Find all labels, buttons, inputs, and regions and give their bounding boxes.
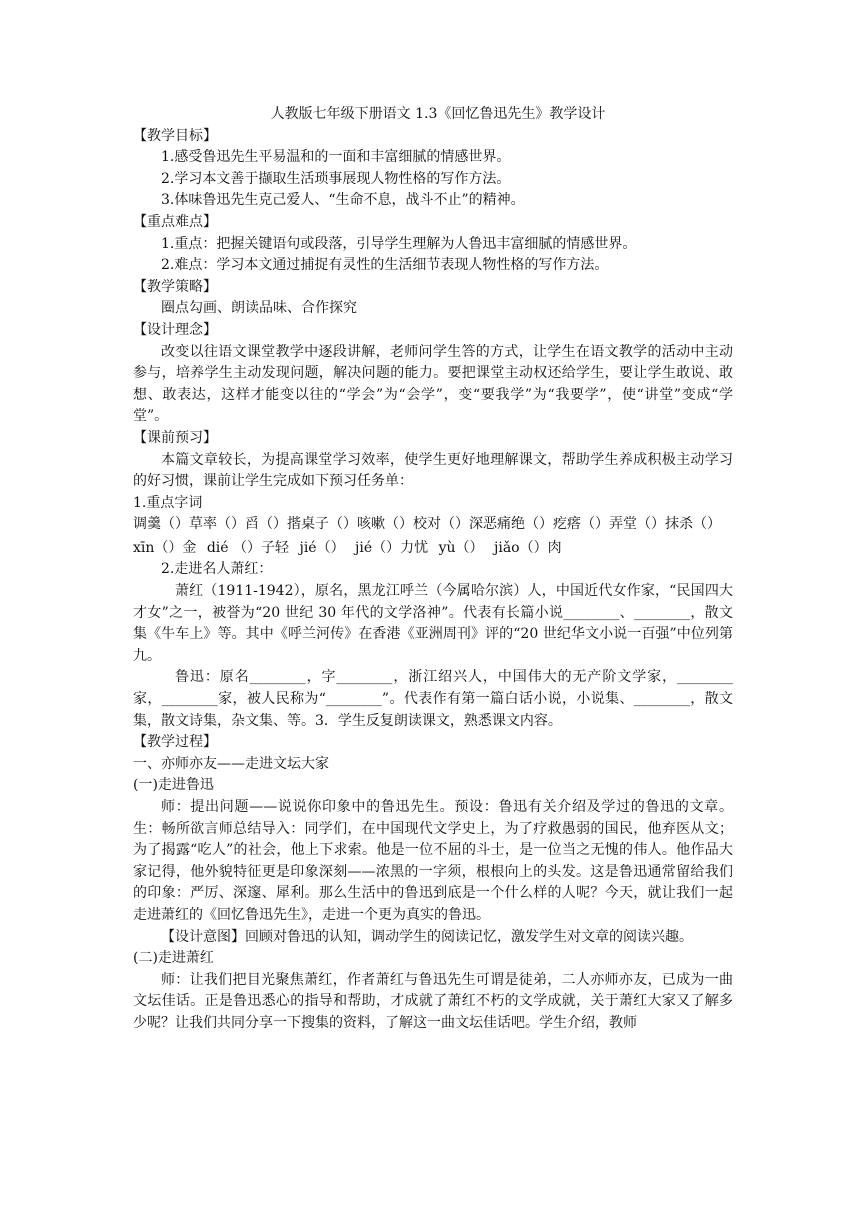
document-page [133,104,733,1035]
goal-item: 3.体味鲁迅先生克己爱人、“生命不息，战斗不止”的精神。 [161,192,525,209]
design-intent: 【设计意图】回顾对鲁迅的认知，调动学生的阅读记忆，激发学生对文章的阅读兴趣。 [161,928,693,945]
goals-heading: 【教学目标】 [133,127,217,144]
xiaohong-paragraph: 萧红（1911-1942），原名，黑龙江呼兰（今属哈尔滨）人，中国近代女作家，“民国四大才女”之一，被誉为“20 世纪 30 年代的文学洛神”。代表有长篇小说________、________，散文集《牛车上》等。其中《呼兰河传》在香港《亚洲周刊》评的“20 世纪华文小说一百强”中位列第九。 [133,583,733,664]
strategy-text: 圈点勾画、朗读品味、合作探究 [161,300,357,317]
key-point-item: 2.难点：学习本文通过捕捉有灵性的生活细节表现人物性格的写作方法。 [161,257,609,274]
pinyin-item: jiǎo（）肉 [494,539,562,556]
goal-item: 1.感受鲁迅先生平易温和的一面和丰富细腻的情感世界。 [161,149,511,166]
pinyin-item: dié （）子轻 [206,539,290,556]
concept-text: 改变以往语文课堂教学中逐段讲解，老师问学生答的方式，让学生在语文教学的活动中主动参与，培养学生主动发现问题，解决问题的能力。要把课堂主动权还给学生，要让学生敢说、敢想、敢表达，这样才能变以往的“学会”为“会学”，变“要我学”为“我要学”，使“讲堂”变成“学堂”。 [133,343,733,425]
luxun-paragraph: 鲁迅：原名________，字________，浙江绍兴人，中国伟大的无产阶文学家，________家，________家，被人民称为“________”。代表作有第一篇白话小说，小说集、________，散文集，散文诗集，杂文集、等。3．学生反复朗读课文，熟悉课文内容。 [133,669,733,729]
process-subsection-title: (一)走进鲁迅 [133,777,214,794]
goal-item: 2.学习本文善于撷取生活琐事展现人物性格的写作方法。 [161,170,511,187]
pinyin-item: jié（）力忧 [355,539,429,556]
preview-intro: 本篇文章较长，为提高课堂学习效率，使学生更好地理解课文，帮助学生养成积极主动学习的好习惯，课前让学生完成如下预习任务单： [133,451,733,490]
process-part-title: 一、亦师亦友——走进文坛大家 [133,755,329,772]
key-points-heading: 【重点难点】 [133,213,217,230]
page-title: 人教版七年级下册语文 1.3《回忆鲁迅先生》教学设计 [270,106,606,122]
process-subsection-title: (二)走进萧红 [133,950,214,967]
process-paragraph: 师：提出问题——说说你印象中的鲁迅先生。预设：鲁迅有关介绍及学过的鲁迅的文章。生：畅所欲言师总结导入：同学们，在中国现代文学史上，为了疗救愚弱的国民，他弃医从文；为了揭露“吃人”的社会，他上下求索。他是一位不屈的斗士，是一位当之无愧的伟人。他作品大家记得，他外貌特征更是印象深刻——浓黑的一字须，根根向上的头发。这是鲁迅通常留给我们的印象：严厉、深邃、犀利。那么生活中的鲁迅到底是一个什么样的人呢？今天，就让我们一起走进萧红的《回忆鲁迅先生》，走进一个更为真实的鲁迅。 [133,799,733,923]
key-words-list: 调羹（）草率（）舀（）揩桌子（）咳嗽（）校对（）深恶痛绝（）疙瘩（）弄堂（）抹杀（） [133,516,721,533]
people-heading: 2.走进名人萧红： [161,561,273,578]
pinyin-item: yù（） [438,539,484,556]
words-heading: 1.重点字词 [133,494,203,511]
process-heading: 【教学过程】 [133,734,217,751]
key-point-item: 1.重点：把握关键语句或段落，引导学生理解为人鲁迅丰富细腻的情感世界。 [161,235,637,252]
pinyin-item: jié（） [299,539,345,556]
preview-heading: 【课前预习】 [133,429,217,446]
strategy-heading: 【教学策略】 [133,278,217,295]
concept-heading: 【设计理念】 [133,321,217,338]
pinyin-item: xīn（）金 [133,539,197,556]
process-paragraph: 师：让我们把目光聚焦萧红，作者萧红与鲁迅先生可谓是徒弟，二人亦师亦友，已成为一曲文坛佳话。正是鲁迅悉心的指导和帮助，才成就了萧红不朽的文学成就，关于萧红大家又了解多少呢？让我们共同分享一下搜集的资料，了解这一曲文坛佳话吧。学生介绍，教师 [133,971,733,1031]
pinyin-list [133,538,733,560]
